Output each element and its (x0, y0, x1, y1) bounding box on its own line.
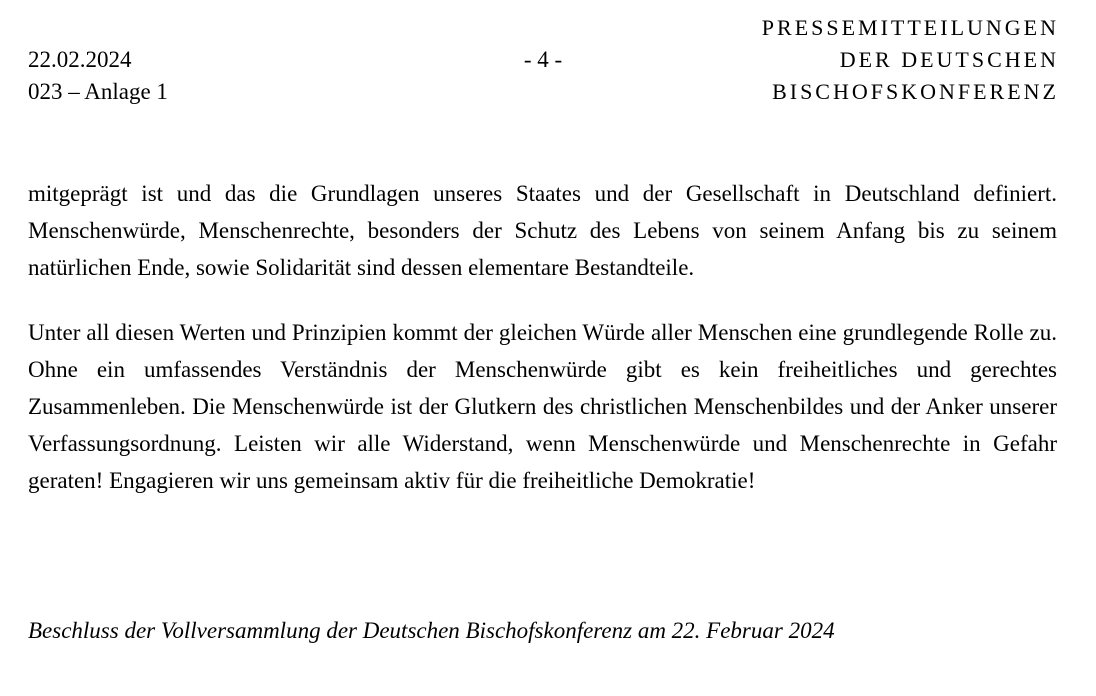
masthead-line-3: BISCHOFSKONFERENZ (772, 79, 1059, 104)
page-number: - 4 - (523, 47, 563, 72)
header-date: 22.02.2024 (28, 47, 132, 72)
resolution-note: Beschluss der Vollversammlung der Deutschen Bischofskonferenz am 22. Februar 2024 (28, 618, 835, 643)
publisher-masthead (761, 12, 1059, 108)
document-body (28, 175, 1057, 499)
masthead-line-2: DER DEUTSCHEN (839, 47, 1059, 72)
paragraph-1: mitgeprägt ist und das die Grundlagen unseres Staates und der Gesellschaft in Deutschland definiert. Menschenwürde, Menschenrechte, besonders der Schutz des Lebens von seinem Anfang bis zu seinem natürlichen Ende, sowie Solidarität sind dessen elementare Bestandteile. (28, 181, 1057, 280)
header-reference: 023 – Anlage 1 (28, 79, 168, 104)
paragraph-2: Unter all diesen Werten und Prinzipien kommt der gleichen Würde aller Menschen eine grundlegende Rolle zu. Ohne ein umfassendes Verständnis der Menschenwürde gibt es kein freiheitliches und gerechtes Zusammenleben. Die Menschenwürde ist der Glutkern des christlichen Menschenbildes und der Anker unserer Verfassungsordnung. Leisten wir alle Widerstand, wenn Menschenwürde und Menschenrechte in Gefahr geraten! Engagieren wir uns gemeinsam aktiv für die freiheitliche Demokratie! (28, 320, 1057, 493)
masthead-line-1: PRESSEMITTEILUNGEN (761, 15, 1059, 40)
